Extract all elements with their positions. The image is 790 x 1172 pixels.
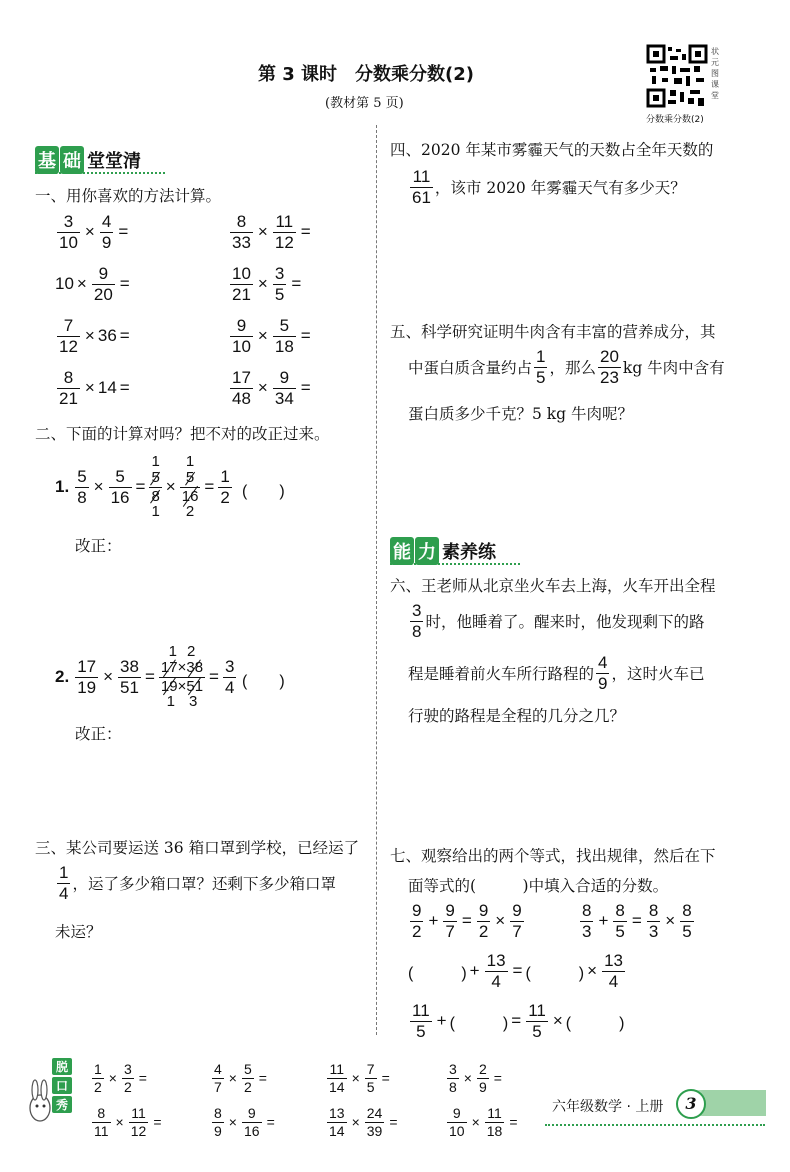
badge-char: 能: [390, 537, 414, 565]
q7-blank-d2[interactable]: ( ): [565, 1014, 625, 1032]
footer-item-3: $\frac{4}{7}$ × $\frac{5}{2}$ =: [214, 1061, 267, 1095]
footer-item-6: $\frac{13}{14}$ × $\frac{24}{39}$ =: [329, 1105, 398, 1139]
section-basic-rest: 堂堂清: [87, 151, 141, 172]
q6-line-3: 程是睡着前火车所行路程的 $\frac{4}{9}$ ，这时火车已: [408, 653, 705, 693]
q7-equation-c: ( ) + $\frac{13}{4}$ = ( ) × $\frac{13}{4}$: [408, 951, 623, 991]
q7-line-1: 七、观察给出的两个等式，找出规律，然后在下: [390, 847, 716, 865]
q7-line-2: 面等式的( )中填入合适的分数。: [408, 877, 669, 895]
q3-line-3: 未运？: [55, 923, 102, 941]
q2-item-1: 1. $\frac{5}{8}$ × $\frac{5}{16}$ = 1 5 8 1 × 1 5 16 2 = $\frac{1}{2}$: [55, 453, 230, 521]
q5-line-2: 中蛋白质含量约占 $\frac{1}{5}$ ，那么 $\frac{20}{23}$ kg 牛肉中含有: [408, 347, 725, 387]
oral-practice-logo: [24, 1058, 78, 1138]
q2-item-2-answer-blank[interactable]: ( ): [242, 673, 285, 690]
q4-line-1: 四、2020 年某市雾霾天气的天数占全年天数的: [390, 141, 714, 159]
q1-item-3: 10 × $\frac{9}{20}$ =: [55, 264, 130, 304]
footer-item-7: $\frac{3}{8}$ × $\frac{2}{9}$ =: [449, 1061, 502, 1095]
page-subtitle: (教材第 5 页): [325, 96, 404, 111]
badge-char: 力: [415, 537, 439, 565]
q7-equation-b: $\frac{8}{3}$ + $\frac{8}{5}$ = $\frac{8}{3}$ × $\frac{8}{5}$: [582, 901, 692, 941]
q7-equation-d: $\frac{11}{5}$ + ( ) = $\frac{11}{5}$ × ( ): [412, 1001, 625, 1041]
section-basic-title: [35, 146, 141, 174]
footer-item-5: $\frac{11}{14}$ × $\frac{7}{5}$ =: [329, 1061, 390, 1095]
q5-line-1: 五、科学研究证明牛肉含有丰富的营养成分，其: [390, 323, 716, 341]
q1-item-2: $\frac{8}{33}$ × $\frac{11}{12}$ =: [232, 212, 311, 252]
q3-line-2: $\frac{1}{4}$ ，运了多少箱口罩？还剩下多少箱口罩: [59, 863, 336, 903]
q6-line-1: 六、王老师从北京坐火车去上海，火车开出全程: [390, 577, 716, 595]
q1-item-7: $\frac{8}{21}$ × 14 =: [59, 368, 130, 408]
footer-item-8: $\frac{9}{10}$ × $\frac{11}{18}$ =: [449, 1105, 518, 1139]
section-ability-rest: 素养练: [442, 542, 496, 563]
q6-line-4: 行驶的路程是全程的几分之几？: [408, 707, 626, 725]
badge-char: 础: [60, 146, 84, 174]
q2-item-2: 2. $\frac{17}{19}$ × $\frac{38}{51}$ = 1 2 17 × 38 19 × 51 1 3 = $\frac{3}{4}$: [55, 643, 235, 711]
footer-item-4: $\frac{8}{9}$ × $\frac{9}{16}$ =: [214, 1105, 275, 1139]
logo-char: 脱: [52, 1058, 72, 1075]
section-ability-underline: [390, 563, 520, 565]
footer-dotted-line: [545, 1124, 765, 1126]
badge-char: 基: [35, 146, 59, 174]
q2-item-1-answer-blank[interactable]: ( ): [242, 483, 285, 500]
qr-side-label: 状元图课堂: [711, 47, 719, 100]
q1-item-1: $\frac{3}{10}$ × $\frac{4}{9}$ =: [59, 212, 129, 252]
column-divider: [376, 125, 377, 1035]
q1-item-6: $\frac{9}{10}$ × $\frac{5}{18}$ =: [232, 316, 311, 356]
q5-line-3: 蛋白质多少千克？5 kg 牛肉呢？: [408, 405, 634, 423]
page-title: 第 3 课时 分数乘分数(2): [258, 64, 475, 85]
section-ability-title: [390, 537, 496, 565]
q1-title: 一、用你喜欢的方法计算。: [35, 187, 222, 205]
q2-title: 二、下面的计算对吗？把不对的改正过来。: [35, 425, 330, 443]
qr-code[interactable]: [646, 44, 708, 110]
section-basic-underline: [35, 172, 165, 174]
qr-caption: 分数乘分数(2): [646, 115, 704, 125]
q7-blank-d1[interactable]: ( ): [449, 1014, 509, 1032]
page-number: 3: [676, 1089, 706, 1119]
q7-blank-c2[interactable]: ( ): [525, 964, 585, 982]
q4-line-2: $\frac{11}{61}$ ，该市 2020 年雾霾天气有多少天？: [412, 167, 686, 207]
q7-equation-a: $\frac{9}{2}$ + $\frac{9}{7}$ = $\frac{9}{2}$ × $\frac{9}{7}$: [412, 901, 522, 941]
footer-item-2: $\frac{8}{11}$ × $\frac{11}{12}$ =: [94, 1105, 162, 1139]
q1-item-4: $\frac{10}{21}$ × $\frac{3}{5}$ =: [232, 264, 302, 304]
q1-item-5: $\frac{7}{12}$ × 36 =: [59, 316, 130, 356]
footer-book-label: 六年级数学 · 上册: [552, 1099, 664, 1115]
q2-item-2-fix-label: 改正：: [75, 725, 122, 743]
logo-char: 口: [52, 1077, 72, 1094]
footer-item-1: $\frac{1}{2}$ × $\frac{3}{2}$ =: [94, 1061, 147, 1095]
q7-blank-c1[interactable]: ( ): [408, 964, 467, 982]
q3-line-1: 三、某公司要运送 36 箱口罩到学校，已经运了: [35, 839, 360, 857]
q1-item-8: $\frac{17}{48}$ × $\frac{9}{34}$ =: [232, 368, 311, 408]
q2-item-1-fix-label: 改正：: [75, 537, 122, 555]
qr-code-image: [646, 44, 708, 110]
q6-line-2: $\frac{3}{8}$ 时，他睡着了。醒来时，他发现剩下的路: [412, 601, 705, 641]
logo-char: 秀: [52, 1096, 72, 1113]
